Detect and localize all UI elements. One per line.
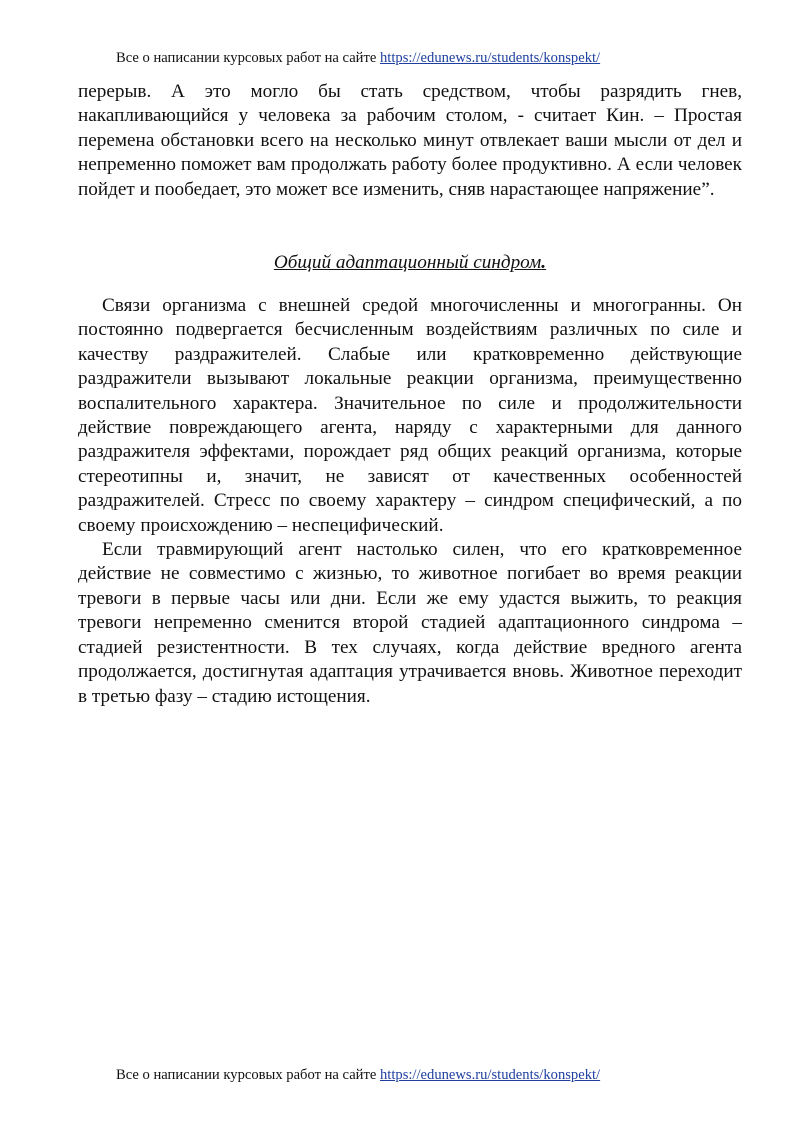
page-header bbox=[116, 49, 600, 67]
header-link[interactable]: https://edunews.ru/students/konspekt/ bbox=[380, 50, 601, 66]
section-body bbox=[78, 294, 742, 709]
page-footer bbox=[116, 1066, 600, 1084]
continuation-paragraph-block bbox=[78, 80, 742, 202]
section-title-dot: . bbox=[541, 252, 547, 273]
section-title-text: Общий адаптационный синдром bbox=[273, 252, 542, 273]
footer-link[interactable]: https://edunews.ru/students/konspekt/ bbox=[380, 1067, 601, 1083]
continuation-paragraph: перерыв. А это могло бы стать средством, чтобы разрядить гнев, накапливающийся у человека за рабочим столом, - считает Кин. – Простая перемена обстановки всего на несколько минут отвлекает ваши мысли от дел и непременно поможет вам продолжать работу более продуктивно. А если человек пойдет и пообедает, это может все изменить, сняв нарастающее напряжение”. bbox=[78, 81, 742, 200]
footer-text: Все о написании курсовых работ на сайте bbox=[116, 1067, 380, 1083]
section-title bbox=[78, 251, 742, 275]
header-text: Все о написании курсовых работ на сайте bbox=[116, 50, 380, 66]
section-paragraph-2: Если травмирующий агент настолько силен, что его кратковременное действие не совместимо с жизнью, то животное погибает во время реакции тревоги в первые часы или дни. Если же ему удастся выжить, то реакция тревоги непременно сменится второй стадией адаптационного синдрома – стадией резистентности. В тех случаях, когда действие вредного агента продолжается, достигнутая адаптация утрачивается вновь. Животное переходит в третью фазу – стадию истощения. bbox=[78, 539, 742, 707]
section-paragraph-1: Связи организма с внешней средой многочисленны и многогранны. Он постоянно подвергается бесчисленным воздействиям различных по силе и качеству раздражителей. Слабые или кратковременно действующие раздражители вызывают локальные реакции организма, преимущественно воспалительного характера. Значительное по силе и продолжительности действие повреждающего агента, наряду с характерными для данного раздражителя эффектами, порождает ряд общих реакций организма, которые стереотипны и, значит, не зависят от качественных особенностей раздражителей. Стресс по своему характеру – синдром специфический, а по своему происхождению – неспецифический. bbox=[78, 295, 742, 536]
